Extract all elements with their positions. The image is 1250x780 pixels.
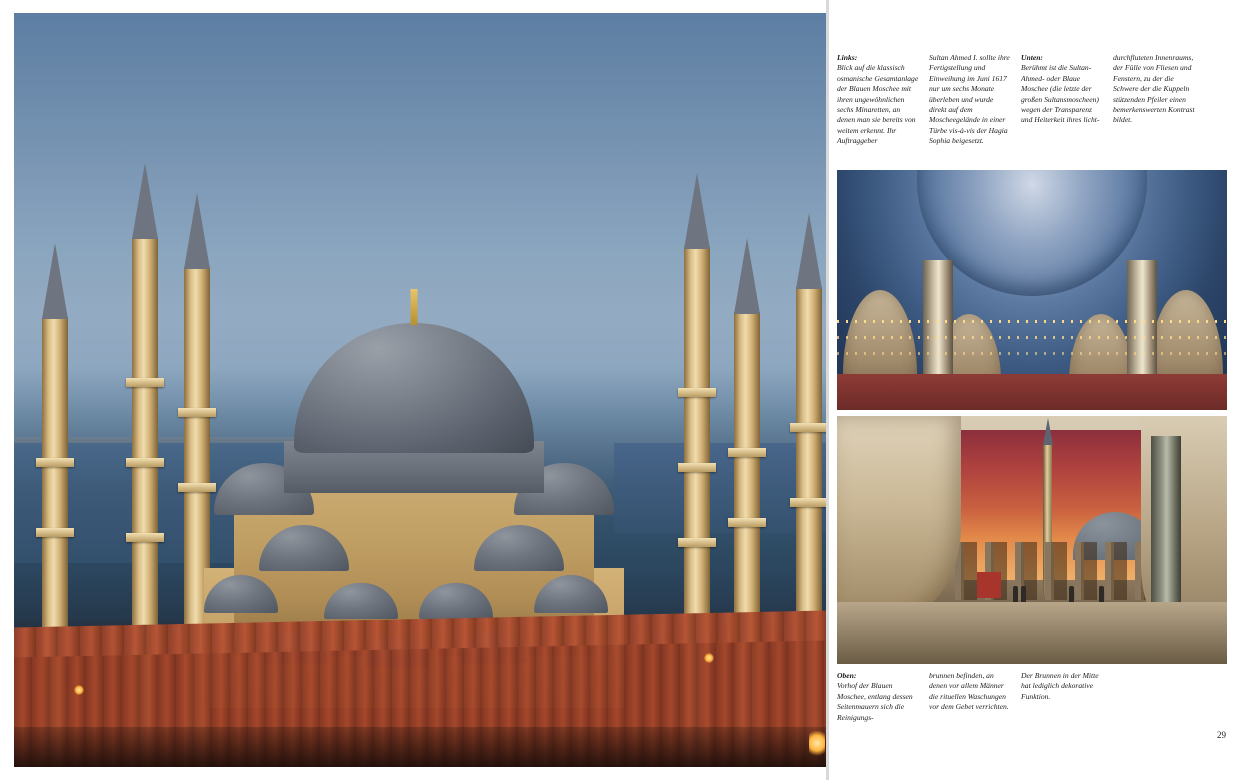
caption-column-1 (837, 53, 929, 147)
right-page (829, 13, 1236, 767)
left-page (14, 13, 826, 767)
interior-artwork (837, 170, 1227, 410)
courtyard-artwork (837, 416, 1227, 664)
bottom-caption-text-3: Der Brunnen in der Mitte hat lediglich dekorative Funktion. (1021, 671, 1099, 701)
sea-right (614, 443, 826, 533)
bottom-caption-column-1 (837, 671, 929, 723)
bottom-caption-block (837, 671, 1229, 723)
caption-text-4: durchfluteten Innenraums, der Fülle von Fliesen und Fenstern, zu der die Schwere der die Kuppeln stützenden Pfeiler einen bemerkenswerten Kontrast bildet. (1113, 53, 1195, 125)
main-dome (294, 323, 534, 453)
top-caption-block (837, 53, 1229, 147)
caption-text-2: Sultan Ahmed I. sollte ihre Fertigstellung und Einweihung im Juni 1617 nur um sechs Monate überleben und wurde direkt auf dem Moscheegelände in einer Türbe vis-à-vis der Hagia Sophia beigesetzt. (929, 53, 1010, 146)
bottom-caption-column-4 (1113, 671, 1205, 723)
blue-mosque-exterior-photo (14, 13, 826, 767)
caption-text-3: Berühmt ist die Sultan-Ahmed- oder Blaue Moschee (die letzte der großen Sultansmoscheen) wegen der Transparenz und Heiterkeit ihres licht- (1021, 63, 1100, 125)
caption-lead-3: Unten: (1021, 53, 1043, 62)
caption-lead-1: Links: (837, 53, 858, 62)
bottom-caption-lead-1: Oben: (837, 671, 857, 680)
bottom-caption-column-2 (929, 671, 1021, 723)
caption-text-1: Blick auf die klassisch osmanische Gesamtanlage der Blauen Moschee mit ihren ungewöhnlichen sechs Minaretten, an denen man sie bereits von weitem erkennt. Ihr Auftraggeber (837, 63, 919, 146)
page-number: 29 (1217, 730, 1226, 740)
caption-column-3 (1021, 53, 1113, 147)
caption-column-4 (1113, 53, 1205, 147)
caption-column-2 (929, 53, 1021, 147)
mosque-courtyard-photo (837, 416, 1227, 664)
bottom-caption-column-3 (1021, 671, 1113, 723)
bottom-caption-text-1: Vorhof der Blauen Moschee, entlang dessen Seitenmauern sich die Reinigungs- (837, 681, 913, 722)
mosque-interior-photo (837, 170, 1227, 410)
bottom-caption-text-2: brunnen befinden, an denen vor allem Männer die rituellen Waschungen vor dem Gebet verrichten. (929, 671, 1009, 712)
foreground-shadow (14, 727, 826, 767)
